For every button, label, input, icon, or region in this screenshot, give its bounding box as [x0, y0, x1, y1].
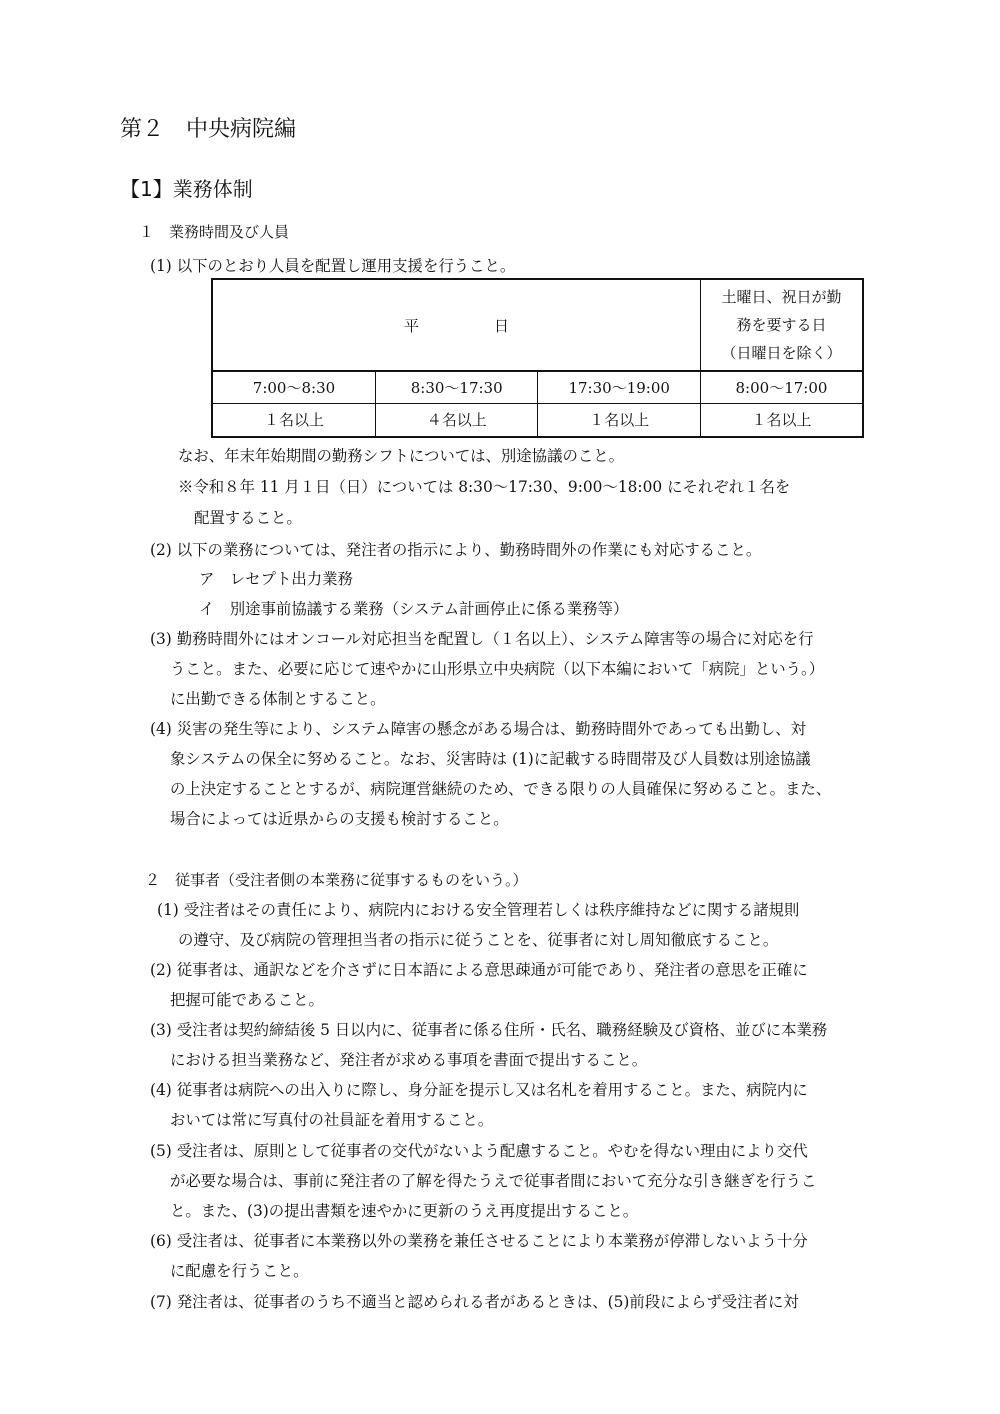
item2-paragraph-7: (7) 発注者は、従事者のうち不適当と認められる者があるときは、(5)前段によらず受注者に対	[150, 1293, 799, 1311]
item1-note-1: なお、年末年始期間の勤務シフトについては、別途協議のこと。	[178, 447, 625, 465]
holiday-line: 土曜日、祝日が勤	[721, 288, 842, 306]
staffing-table	[211, 278, 864, 438]
item2-paragraph-5: (5) 受注者は、原則として従事者の交代がないよう配慮すること。やむを得ない理由により交代	[150, 1142, 808, 1160]
table-cell-staff: ４名以上	[375, 403, 538, 437]
table-header-weekday: 平 日	[212, 279, 700, 371]
table-cell-time: 8:30～17:30	[375, 371, 538, 403]
item2-paragraph-1-line: の遵守、及び病院の管理担当者の指示に従うことを、従事者に対し周知徹底すること。	[178, 931, 779, 949]
item1-note-2-cont: 配置すること。	[194, 509, 302, 527]
item2-paragraph-6: (6) 受注者は、従事者に本業務以外の業務を兼任させることにより本業務が停滞しないよう十分	[150, 1232, 808, 1250]
item2-paragraph-6-line: に配慮を行うこと。	[170, 1262, 309, 1280]
item2-paragraph-5-line: と。また、(3)の提出書類を速やかに更新のうえ再度提出すること。	[170, 1202, 639, 1220]
item2-paragraph-1: (1) 受注者はその責任により、病院内における安全管理若しくは秩序維持などに関する諸規則	[157, 901, 800, 919]
table-cell-staff: １名以上	[700, 403, 863, 437]
item1-paragraph-4: (4) 災害の発生等により、システム障害の懸念がある場合は、勤務時間外であっても出勤し、対	[150, 720, 807, 738]
item2-paragraph-2-line: 把握可能であること。	[170, 991, 324, 1009]
item1-paragraph-4-line: 象システムの保全に努めること。なお、災害時は (1)に記載する時間帯及び人員数は別途協議	[170, 750, 811, 768]
item1-paragraph-2-i: イ 別途事前協議する業務（システム計画停止に係る業務等）	[199, 600, 629, 618]
item1-paragraph-3-line: に出勤できる体制とすること。	[170, 690, 386, 708]
table-cell-staff: １名以上	[212, 403, 375, 437]
item2-paragraph-3-line: における担当業務など、発注者が求める事項を書面で提出すること。	[170, 1051, 648, 1069]
table-cell-time: 8:00～17:00	[700, 371, 863, 403]
item1-paragraph-1: (1) 以下のとおり人員を配置し運用支援を行うこと。	[150, 257, 516, 275]
item2-paragraph-3: (3) 受注者は契約締結後 5 日以内に、従事者に係る住所・氏名、職務経験及び資格、並びに本業務	[150, 1021, 828, 1039]
holiday-line: （日曜日を除く）	[721, 344, 842, 362]
item2-paragraph-4-line: おいては常に写真付の社員証を着用すること。	[170, 1111, 494, 1129]
table-cell-time: 7:00～8:30	[212, 371, 375, 403]
item2-heading: ２ 従事者（受注者側の本業務に従事するものをいう。）	[145, 871, 528, 889]
table-cell-time: 17:30～19:00	[538, 371, 701, 403]
item1-paragraph-3-line: うこと。また、必要に応じて速やかに山形県立中央病院（以下本編において「病院」という。）	[170, 660, 825, 678]
item2-paragraph-5-line: が必要な場合は、事前に発注者の了解を得たうえで従事者間において充分な引き継ぎを行うこ	[170, 1172, 817, 1190]
section-title: 第２ 中央病院編	[120, 117, 297, 142]
item1-paragraph-2: (2) 以下の業務については、発注者の指示により、勤務時間外の作業にも対応すること。	[150, 541, 762, 559]
item1-note-2: ※令和８年 11 月１日（日）については 8:30～17:30、9:00～18:00 にそれぞれ１名を	[178, 478, 791, 496]
item1-paragraph-4-line: 場合によっては近県からの支援も検討すること。	[170, 810, 509, 828]
table-cell-staff: １名以上	[538, 403, 701, 437]
subsection-title: 【1】業務体制	[120, 177, 253, 201]
holiday-line: 務を要する日	[736, 316, 827, 334]
item1-paragraph-3: (3) 勤務時間外にはオンコール対応担当を配置し（１名以上）、システム障害等の場合に対応を行	[150, 630, 814, 648]
item1-heading: １ 業務時間及び人員	[139, 223, 290, 241]
table-header-holiday	[700, 279, 863, 371]
item1-paragraph-4-line: の上決定することとするが、病院運営継続のため、できる限りの人員確保に努めること。また、	[170, 780, 832, 798]
item1-paragraph-2-a: ア レセプト出力業務	[199, 570, 353, 588]
item2-paragraph-4: (4) 従事者は病院への出入りに際し、身分証を提示し又は名札を着用すること。また、病院内に	[150, 1081, 808, 1099]
item2-paragraph-2: (2) 従事者は、通訳などを介さずに日本語による意思疎通が可能であり、発注者の意思を正確に	[150, 961, 808, 979]
